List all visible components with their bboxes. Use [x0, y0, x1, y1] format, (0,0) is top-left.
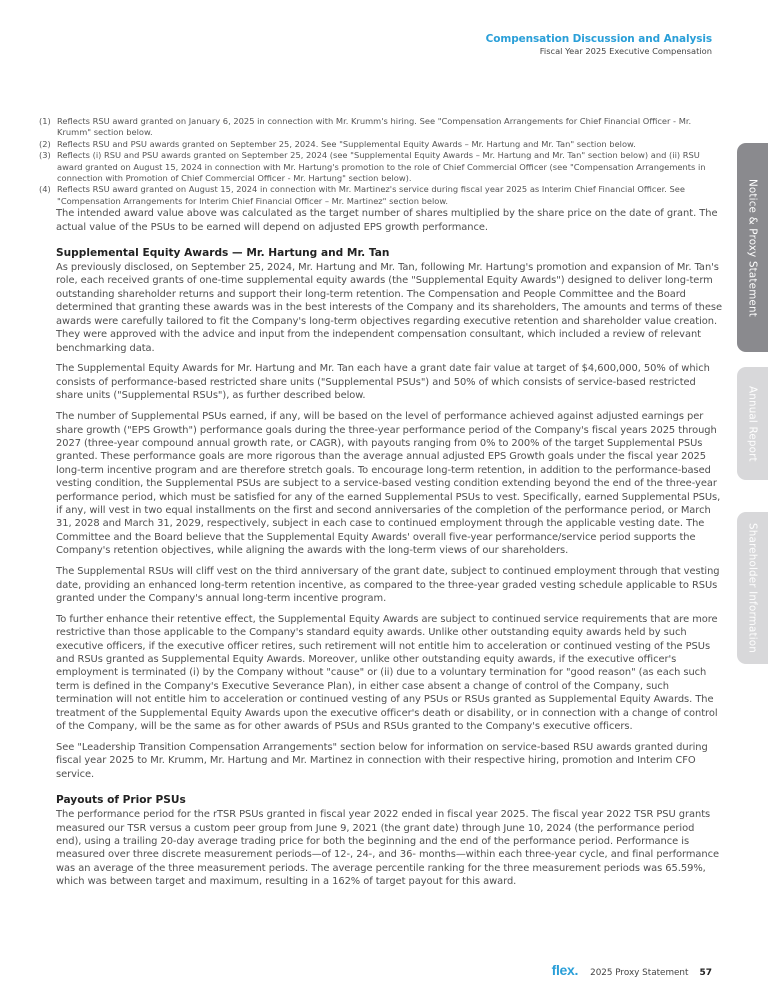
section-title: Compensation Discussion and Analysis [485, 33, 712, 45]
section-heading-supplemental-equity: Supplemental Equity Awards — Mr. Hartung and Mr. Tan [56, 247, 390, 260]
flex-logo: flex. [551, 962, 579, 978]
footnote [39, 139, 722, 150]
paragraph: See "Leadership Transition Compensation Arrangements" section below for information on service-based RSU awards granted during fiscal year 2025 to Mr. Krumm, Mr. Hartung and Mr. Martinez in connection with their respective hiring, promotion and Interim CFO service. [56, 741, 708, 780]
page-number: 57 [699, 968, 712, 978]
side-tab-shareholder-information[interactable] [737, 512, 768, 664]
footnote-number: (4) [39, 184, 51, 195]
footnotes [39, 116, 722, 207]
main-content [39, 116, 723, 896]
paragraph: The performance period for the rTSR PSUs granted in fiscal year 2022 ended in fiscal year 2025. The fiscal year 2022 TSR PSU grants measured our TSR versus a custom peer group from June 9, 2021 (the grant date) through June 10, 2024 (the performance period end), using a trailing 20-day average trading price for both the beginning and the end of the performance period. Performance is measured over three discrete measurement periods—of 12-, 24-, and 36- months—within each three-year cycle, and final performance was an average of the three measurement periods. The average percentile ranking for the three measurement periods was 65.59%, which was between target and maximum, resulting in a 162% of target payout for this award. [56, 809, 720, 888]
footnote-text: Reflects RSU and PSU awards granted on September 25, 2024. See "Supplemental Equity Awards – Mr. Hartung and Mr. Tan" section below. [57, 138, 636, 149]
footnote-text: Reflects RSU award granted on January 6, 2025 in connection with Mr. Krumm's hiring. See "Compensation Arrangements for Chief Financial Officer - Mr. Krumm" section below. [57, 116, 692, 138]
footnote-text: Reflects RSU award granted on August 15, 2024 in connection with Mr. Martinez's service during fiscal year 2025 as Interim Chief Financial Officer. See "Compensation Arrangements for Interim Chief Financial Officer – Mr. Martinez" section below. [57, 184, 685, 206]
paragraph: The Supplemental Equity Awards for Mr. Hartung and Mr. Tan each have a grant date fair value at target of $4,600,000, 50% of which consists of performance-based restricted share units ("Supplemental PSUs") and 50% of which consists of service-based restricted share units ("Supplemental RSUs"), as further described below. [56, 363, 710, 402]
footnote-number: (3) [39, 150, 51, 161]
footnote-number: (1) [39, 116, 51, 126]
intro-paragraph: The intended award value above was calculated as the target number of shares multiplied by the share price on the date of grant. The actual value of the PSUs to be earned will depend on adjusted EPS growth performance. [56, 208, 718, 233]
side-tab-notice-proxy-statement[interactable] [737, 143, 768, 352]
paragraph: The Supplemental RSUs will cliff vest on the third anniversary of the grant date, subject to continued employment through that vesting date, providing an enhanced long-term retention incentive, as compared to the three-year graded vesting schedule applicable to RSUs granted under the Company's annual long-term incentive program. [56, 566, 720, 604]
paragraph: As previously disclosed, on September 25, 2024, Mr. Hartung and Mr. Tan, following Mr. Hartung's promotion and expansion of Mr. Tan's role, each received grants of one-time supplemental equity awards (the "Supplemental Equity Awards") designed to deliver long-term outstanding shareholder returns and support their long-term retention. The Compensation and People Committee and the Board determined that granting these awards was in the best interests of the Company and its shareholders, The amounts and terms of these awards were carefully tailored to fit the Company's long-term objectives regarding executive retention and shareholder value creation. They were approved with the advice and input from the independent compensation consultant, which included a review of relevant benchmarking data. [56, 262, 723, 354]
side-tab-label: Shareholder Information [746, 523, 759, 653]
footnote [39, 150, 722, 184]
footnote [39, 116, 722, 139]
paragraph: The number of Supplemental PSUs earned, if any, will be based on the level of performance achieved against adjusted earnings per share growth ("EPS Growth") performance goals during the three-year performance period of the Company's fiscal years 2025 through 2027 (three-year compound annual growth rate, or CAGR), with payouts ranging from 0% to 200% of the target Supplemental PSUs granted. These performance goals are more rigorous than the average annual adjusted EPS Growth goals under the fiscal year 2025 long-term incentive program and are therefore stretch goals. To encourage long-term retention, in addition to the performance-based vesting condition, the Supplemental PSUs are subject to a service-based vesting condition extending beyond the end of the three-year performance period, which must be satisfied for any of the earned Supplemental PSUs to vest. Specifically, earned Supplemental PSUs, if any, will vest in two equal installments on the first and second anniversaries of the completion of the performance period, or March 31, 2028 and March 31, 2029, respectively, subject in each case to continued employment through the applicable vesting date. The Committee and the Board believe that the Supplemental Equity Awards' overall five-year performance/service period supports the Company's retention objectives, while aligning the awards with the long-term views of our shareholders. [56, 411, 721, 557]
side-tab-label: Notice & Proxy Statement [746, 178, 759, 317]
side-tab-label: Annual Report [746, 385, 759, 462]
document-title: 2025 Proxy Statement [590, 968, 689, 978]
footnote-text: Reflects (i) RSU and PSU awards granted on September 25, 2024 (see "Supplemental Equity Awards – Mr. Hartung and Mr. Tan" section below) and (ii) RSU award granted on August 15, 2024 in connection with Mr. Hartung's promotion to the role of Chief Commercial Officer (see "Compensation Arrangements in connection with Promotion of Chief Commercial Officer - Mr. Hartung" section below). [57, 150, 706, 184]
page-footer [552, 962, 712, 978]
section-heading-payouts-prior-psus: Payouts of Prior PSUs [56, 794, 186, 807]
footnote [39, 184, 722, 207]
side-tab-annual-report[interactable] [737, 367, 768, 480]
paragraph: To further enhance their retentive effect, the Supplemental Equity Awards are subject to continued service requirements that are more restrictive than those applicable to the Company's standard equity awards. Unlike other outstanding equity awards held by such executive officers, if the executive officer retires, such retirement will not entitle him to acceleration or continued vesting of the PSUs and RSUs granted as Supplemental Equity Awards. Moreover, unlike other outstanding equity awards, if the executive officer's employment is terminated (i) by the Company without "cause" or (ii) due to a voluntary termination for "good reason" (as each such term is defined in the Company's Executive Severance Plan), in either case absent a change of control of the Company, such termination will not entitle him to acceleration or continued vesting of any PSUs or RSUs granted as Supplemental Equity Awards. The treatment of the Supplemental Equity Awards upon the executive officer's death or disability, or in connection with a change of control of the Company, will be the same as for other awards of PSUs and RSUs granted to the Company's executive officers. [56, 613, 718, 733]
running-header [486, 33, 712, 57]
footnote-number: (2) [39, 138, 51, 149]
subsection-title: Fiscal Year 2025 Executive Compensation [539, 46, 712, 56]
